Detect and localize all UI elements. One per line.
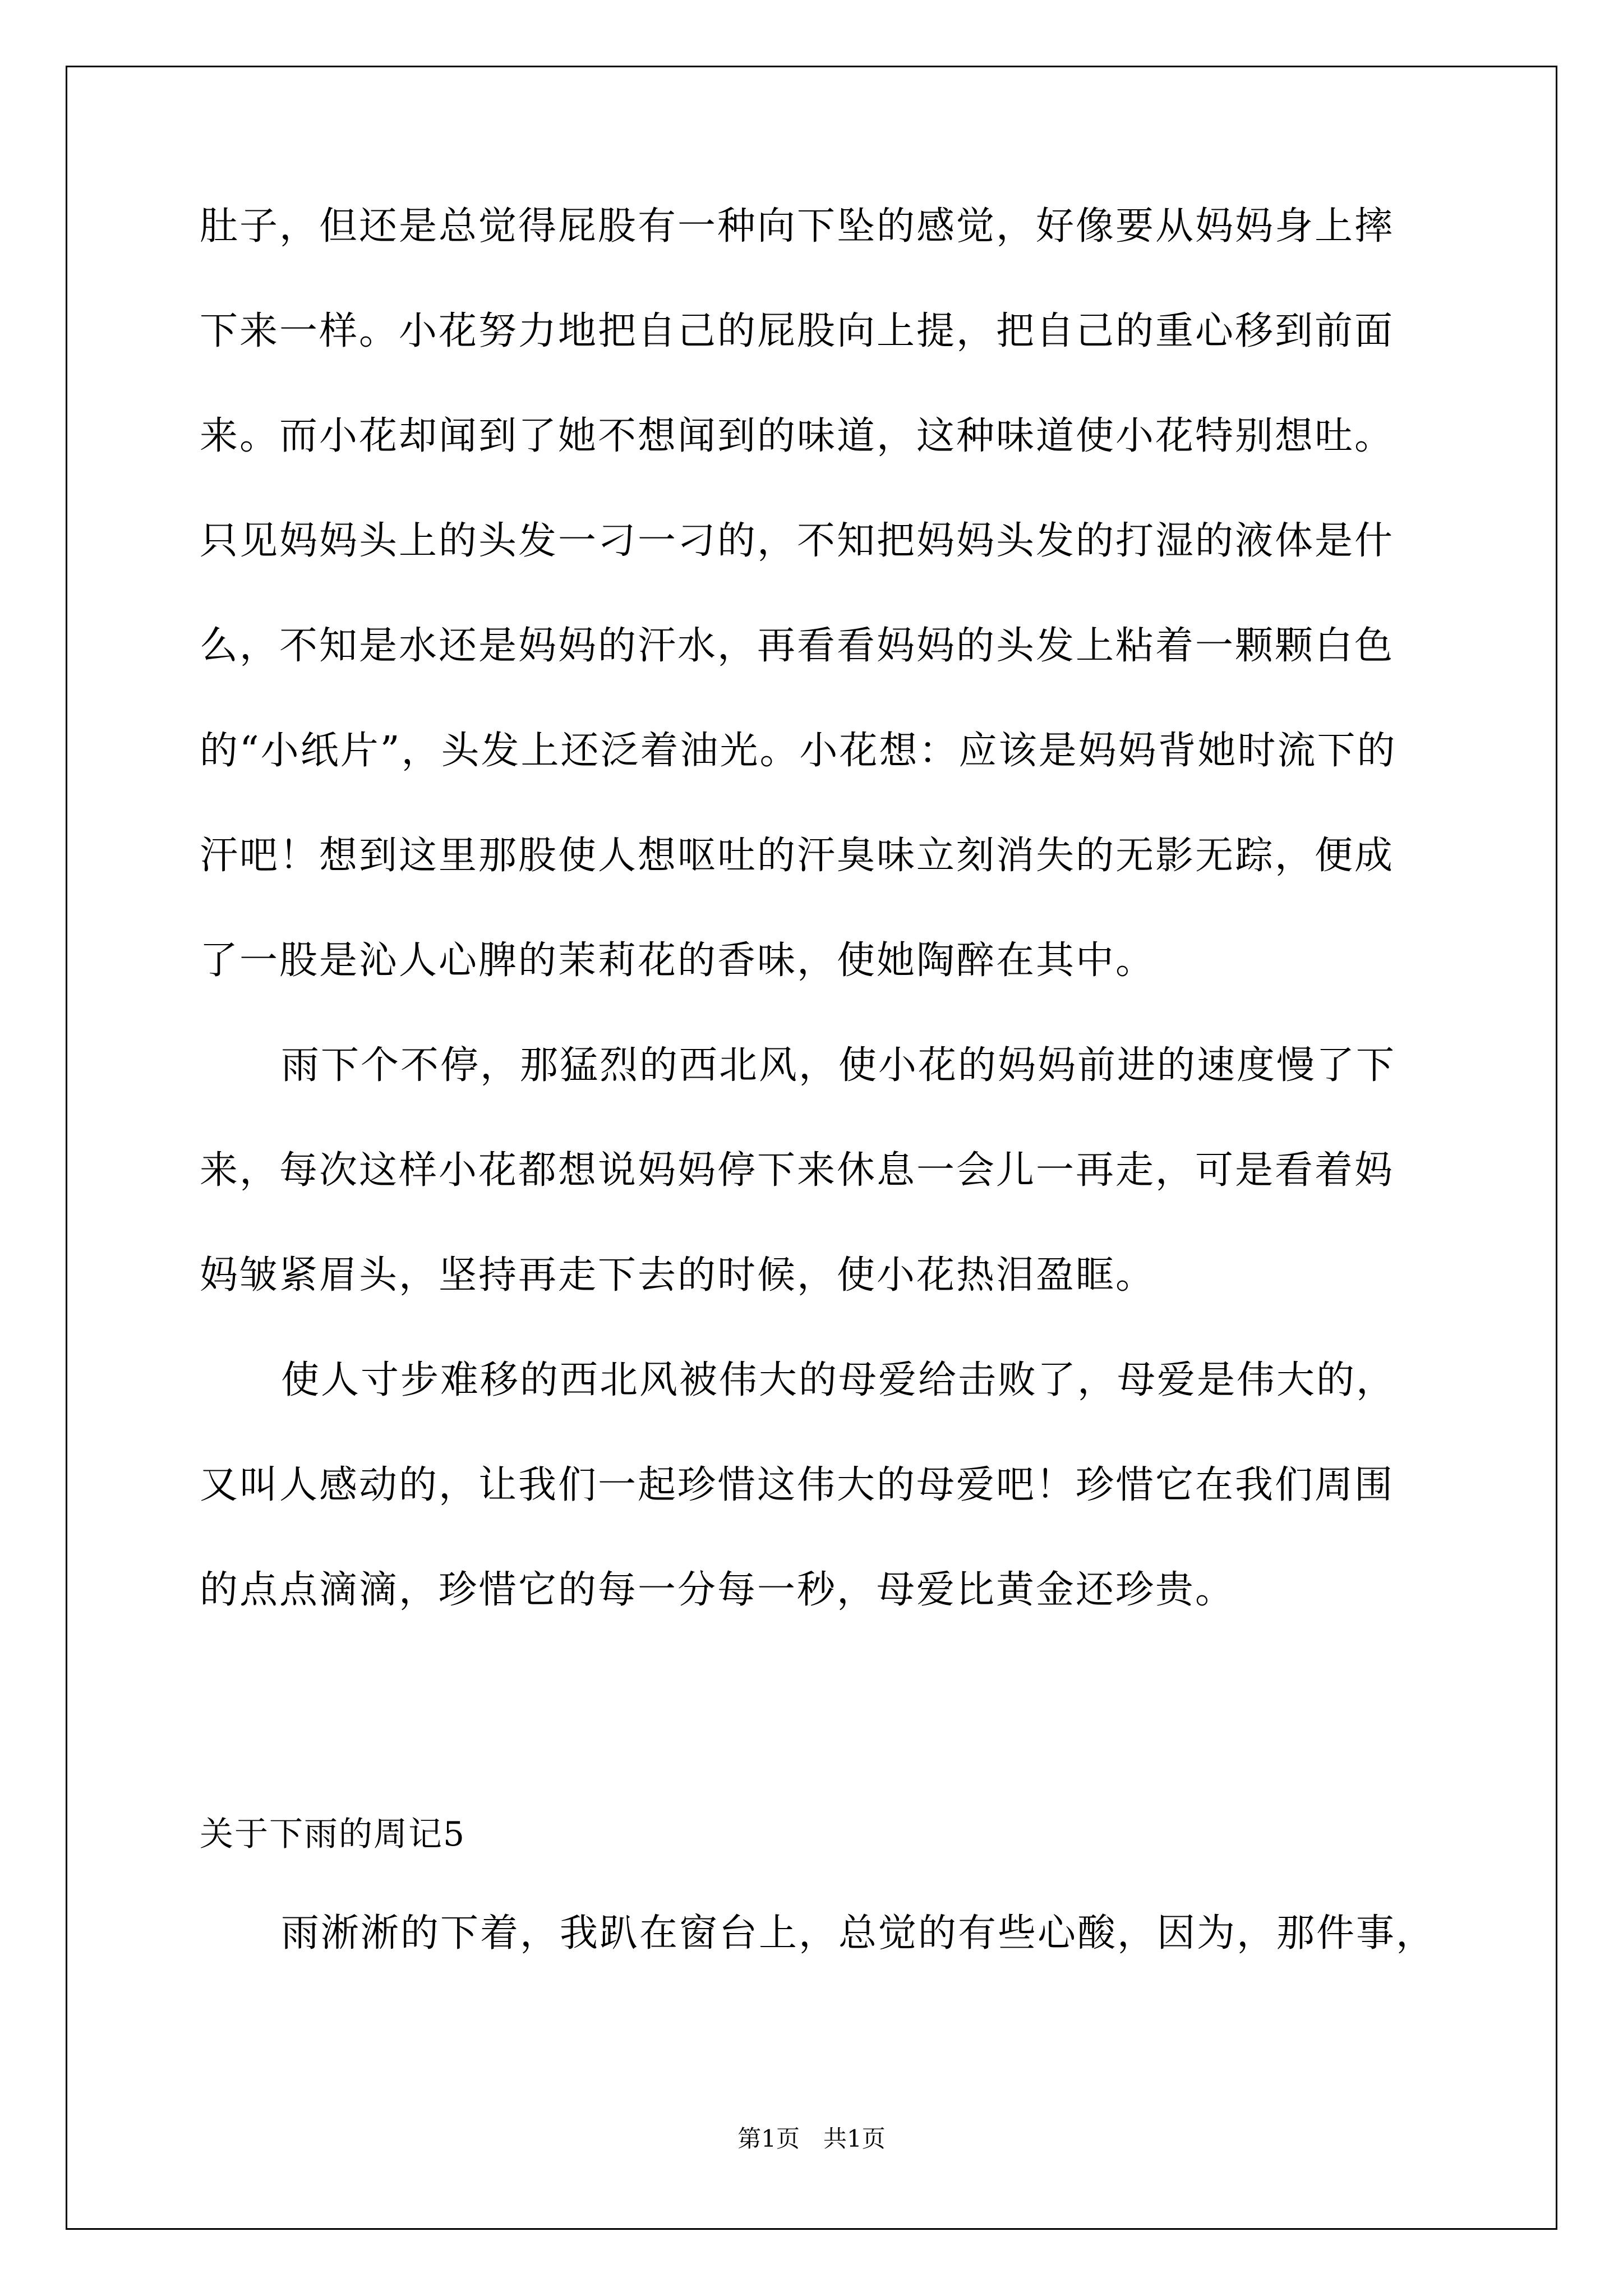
page-number: 第1页 [737,2125,800,2152]
text-line: 的“小纸片”，头发上还泛着油光。小花想：应该是妈妈背她时流下的 [200,729,1397,773]
text-line: 来。而小花却闻到了她不想闻到的味道，这种味道使小花特别想吐。 [200,414,1395,458]
text-line: 只见妈妈头上的头发一刁一刁的，不知把妈妈头发的打湿的液体是什 [200,519,1395,563]
text-line: 肚子，但还是总觉得屁股有一种向下坠的感觉，好像要从妈妈身上摔 [200,204,1395,249]
text-line: 妈皱紧眉头，坚持再走下去的时候，使小花热泪盈眶。 [200,1253,1156,1297]
text-line: 汗吧！想到这里那股使人想呕吐的汗臭味立刻消失的无影无踪，便成 [200,834,1395,878]
text-line: 的点点滴滴，珍惜它的每一分每一秒，母爱比黄金还珍贵。 [200,1568,1235,1612]
section-title: 关于下雨的周记5 [200,1815,466,1854]
text-line: 了一股是沁人心脾的茉莉花的香味，使她陶醉在其中。 [200,938,1156,983]
page-footer [0,2127,1623,2151]
document-body [200,204,1433,1676]
text-line: 么，不知是水还是妈妈的汗水，再看看妈妈的头发上粘着一颗颗白色 [200,624,1395,668]
text-line: 来，每次这样小花都想说妈妈停下来休息一会儿一再走，可是看着妈 [200,1148,1395,1193]
text-line: 又叫人感动的，让我们一起珍惜这伟大的母爱吧！珍惜它在我们周围 [200,1463,1395,1507]
section-first-line: 雨淅淅的下着，我趴在窗台上，总觉的有些心酸，因为，那件事， [281,1911,1436,1955]
text-line: 使人寸步难移的西北风被伟大的母爱给击败了，母爱是伟大的， [281,1358,1396,1402]
text-line: 雨下个不停，那猛烈的西北风，使小花的妈妈前进的速度慢了下 [281,1043,1396,1088]
text-line: 下来一样。小花努力地把自己的屁股向上提，把自己的重心移到前面 [200,309,1395,353]
page-total: 共1页 [823,2125,886,2152]
